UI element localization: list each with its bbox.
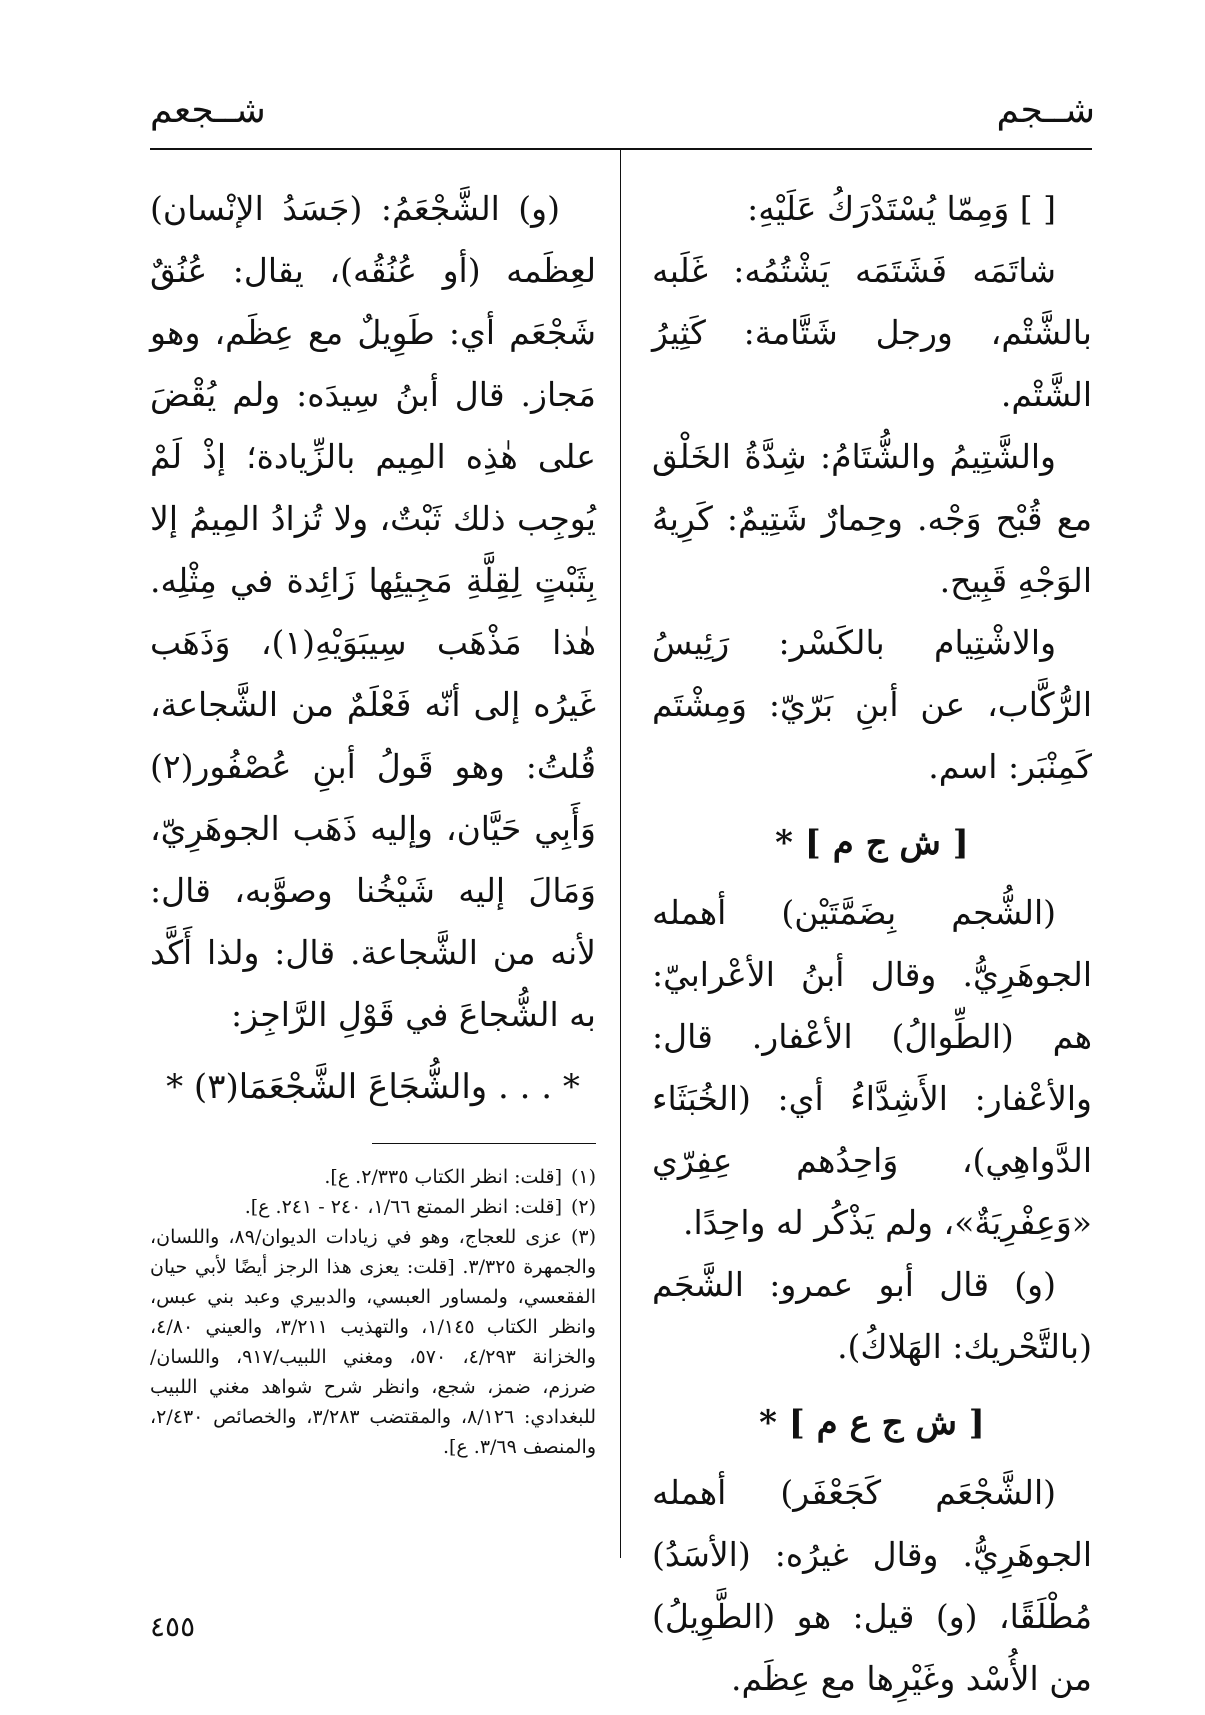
page-number: ٤٥٥	[150, 1610, 196, 1643]
footnote-1	[150, 1162, 596, 1192]
footnote-rule	[372, 1143, 596, 1144]
footnote-number: (٢)	[570, 1196, 596, 1218]
verse-line: * . . . والشُّجَاعَ الشَّجْعَمَا(٣) *	[166, 1067, 580, 1107]
column-divider	[620, 150, 621, 1558]
header-rule	[150, 148, 1092, 150]
right-paragraph-3: والشَّتِيمُ والشُّتَامُ: شِدَّةُ الخَلْق مع قُبْح وَجْه. وحِمارٌ شَتِيمٌ: كَرِيهُ الوَجْهِ قَبِيح.	[652, 437, 1092, 600]
footnote-3	[150, 1222, 596, 1462]
footnotes	[150, 1162, 596, 1462]
right-paragraph-2: شاتَمَه فَشَتَمَه يَشْتُمُه: غَلَبه بالشَّتْم، ورجل شَتَّامة: كَثِيرُ الشَّتْم.	[652, 251, 1092, 414]
right-paragraph-6: (و) قال أبو عمرو: الشَّجَم (بالتَّحْريك: الهَلاكُ).	[652, 1265, 1092, 1366]
footnote-text: عزى للعجاج، وهو في زيادات الديوان/٨٩، واللسان، والجمهرة ٣/٣٢٥. [قلت: يعزى هذا الرجز أيضًا لأبي حيان الفقعسي، ولمساور العبسي، والدبيري وعبد بني عبس، وانظر الكتاب ١/١٤٥، والتهذيب ٣/٢١١، والعيني ٤/٨٠، والخزانة ٤/٢٩٣، ٥٧٠، ومغني اللبيب/٩١٧، واللسان/ ضرزم، ضمز، شجع، وانظر شرح شواهد مغني اللبيب للبغدادي: ٨/١٢٦، والمقتضب ٣/٢٨٣، والخصائص ٢/٤٣٠، والمنصف ٣/٦٩. ع].	[150, 1226, 596, 1458]
running-header-left: شــجعم	[150, 90, 266, 131]
right-paragraph-1: [ ] وَمِمّا يُسْتَدْرَكُ عَلَيْهِ:	[747, 189, 1056, 228]
footnote-text: [قلت: انظر الكتاب ٢/٣٣٥. ع].	[324, 1166, 562, 1188]
entry-heading-shjm: [ ش ج م ] *	[775, 823, 969, 863]
left-column	[150, 178, 596, 1126]
right-paragraph-7: (الشَّجْعَم كَجَعْفَر) أهمله الجوهَرِيُّ. وقال غيرُه: (الأسَدُ) مُطْلَقًا، (و) قيل: هو (الطَّوِيلُ) من الأُسْد وغَيْرِها مع عِظَم.	[652, 1473, 1092, 1698]
running-header-right: شــجم	[996, 90, 1095, 131]
right-column	[652, 178, 1092, 1710]
footnote-2	[150, 1192, 596, 1222]
right-paragraph-5: (الشُّجم بِضَمَّتَيْن) أهمله الجوهَرِيُّ. وقال أبنُ الأعْرابيّ: هم (الطِّوالُ) الأعْفار. قال: والأعْفار: الأَشِدَّاءُ أي: (الخُبَثَاء الدَّواهِي)، وَاحِدُهم عِفِرّي «وَعِفْرِيَةٌ»، ولم يَذْكُر له واحِدًا.	[652, 893, 1092, 1242]
left-paragraph-1: (و) الشَّجْعَمُ: (جَسَدُ الإنْسان) لعِظَمه (أو عُنُقُه)، يقال: عُنُقٌ شَجْعَم أي: طَوِيلٌ مع عِظَم، وهو مَجاز. قال أبنُ سِيدَه: ولم يُقْضَ على هٰذِه المِيم بالزِّيادة؛ إذْ لَمْ يُوجِب ذلك ثَبْتٌ، ولا تُزادُ المِيمُ إلا بِثَبْتٍ لِقِلَّةِ مَجِيئِها زَائِدة في مِثْلِه. هٰذا مَذْهَب سِيبَوَيْهِ(١)، وَذَهَب غَيرُه إلى أنّه فَعْلَمٌ من الشَّجاعة، قُلتُ: وهو قَولُ أبنِ عُصْفُور(٢) وَأَبِي حَيَّان، وإليه ذَهَب الجوهَرِيّ، وَمَالَ إليه شَيْخُنا وصوَّبه، قال: لأنه من الشَّجاعة. قال: ولذا أَكَّد به الشُّجاعَ في قَوْلِ الرَّاجِز:	[150, 189, 596, 1034]
footnote-text: [قلت: انظر الممتع ١/٦٦، ٢٤٠ - ٢٤١. ع].	[244, 1196, 562, 1218]
entry-heading-shjam: [ ش ج ع م ] *	[759, 1403, 985, 1443]
footnote-number: (١)	[570, 1166, 596, 1188]
right-paragraph-4: والاشْتِيام بالكَسْر: رَئِيسُ الرُّكَّاب، عن أبنِ بَرّيّ: وَمِشْتَم كَمِنْبَر: اسم.	[652, 623, 1092, 786]
footnote-number: (٣)	[570, 1226, 597, 1248]
